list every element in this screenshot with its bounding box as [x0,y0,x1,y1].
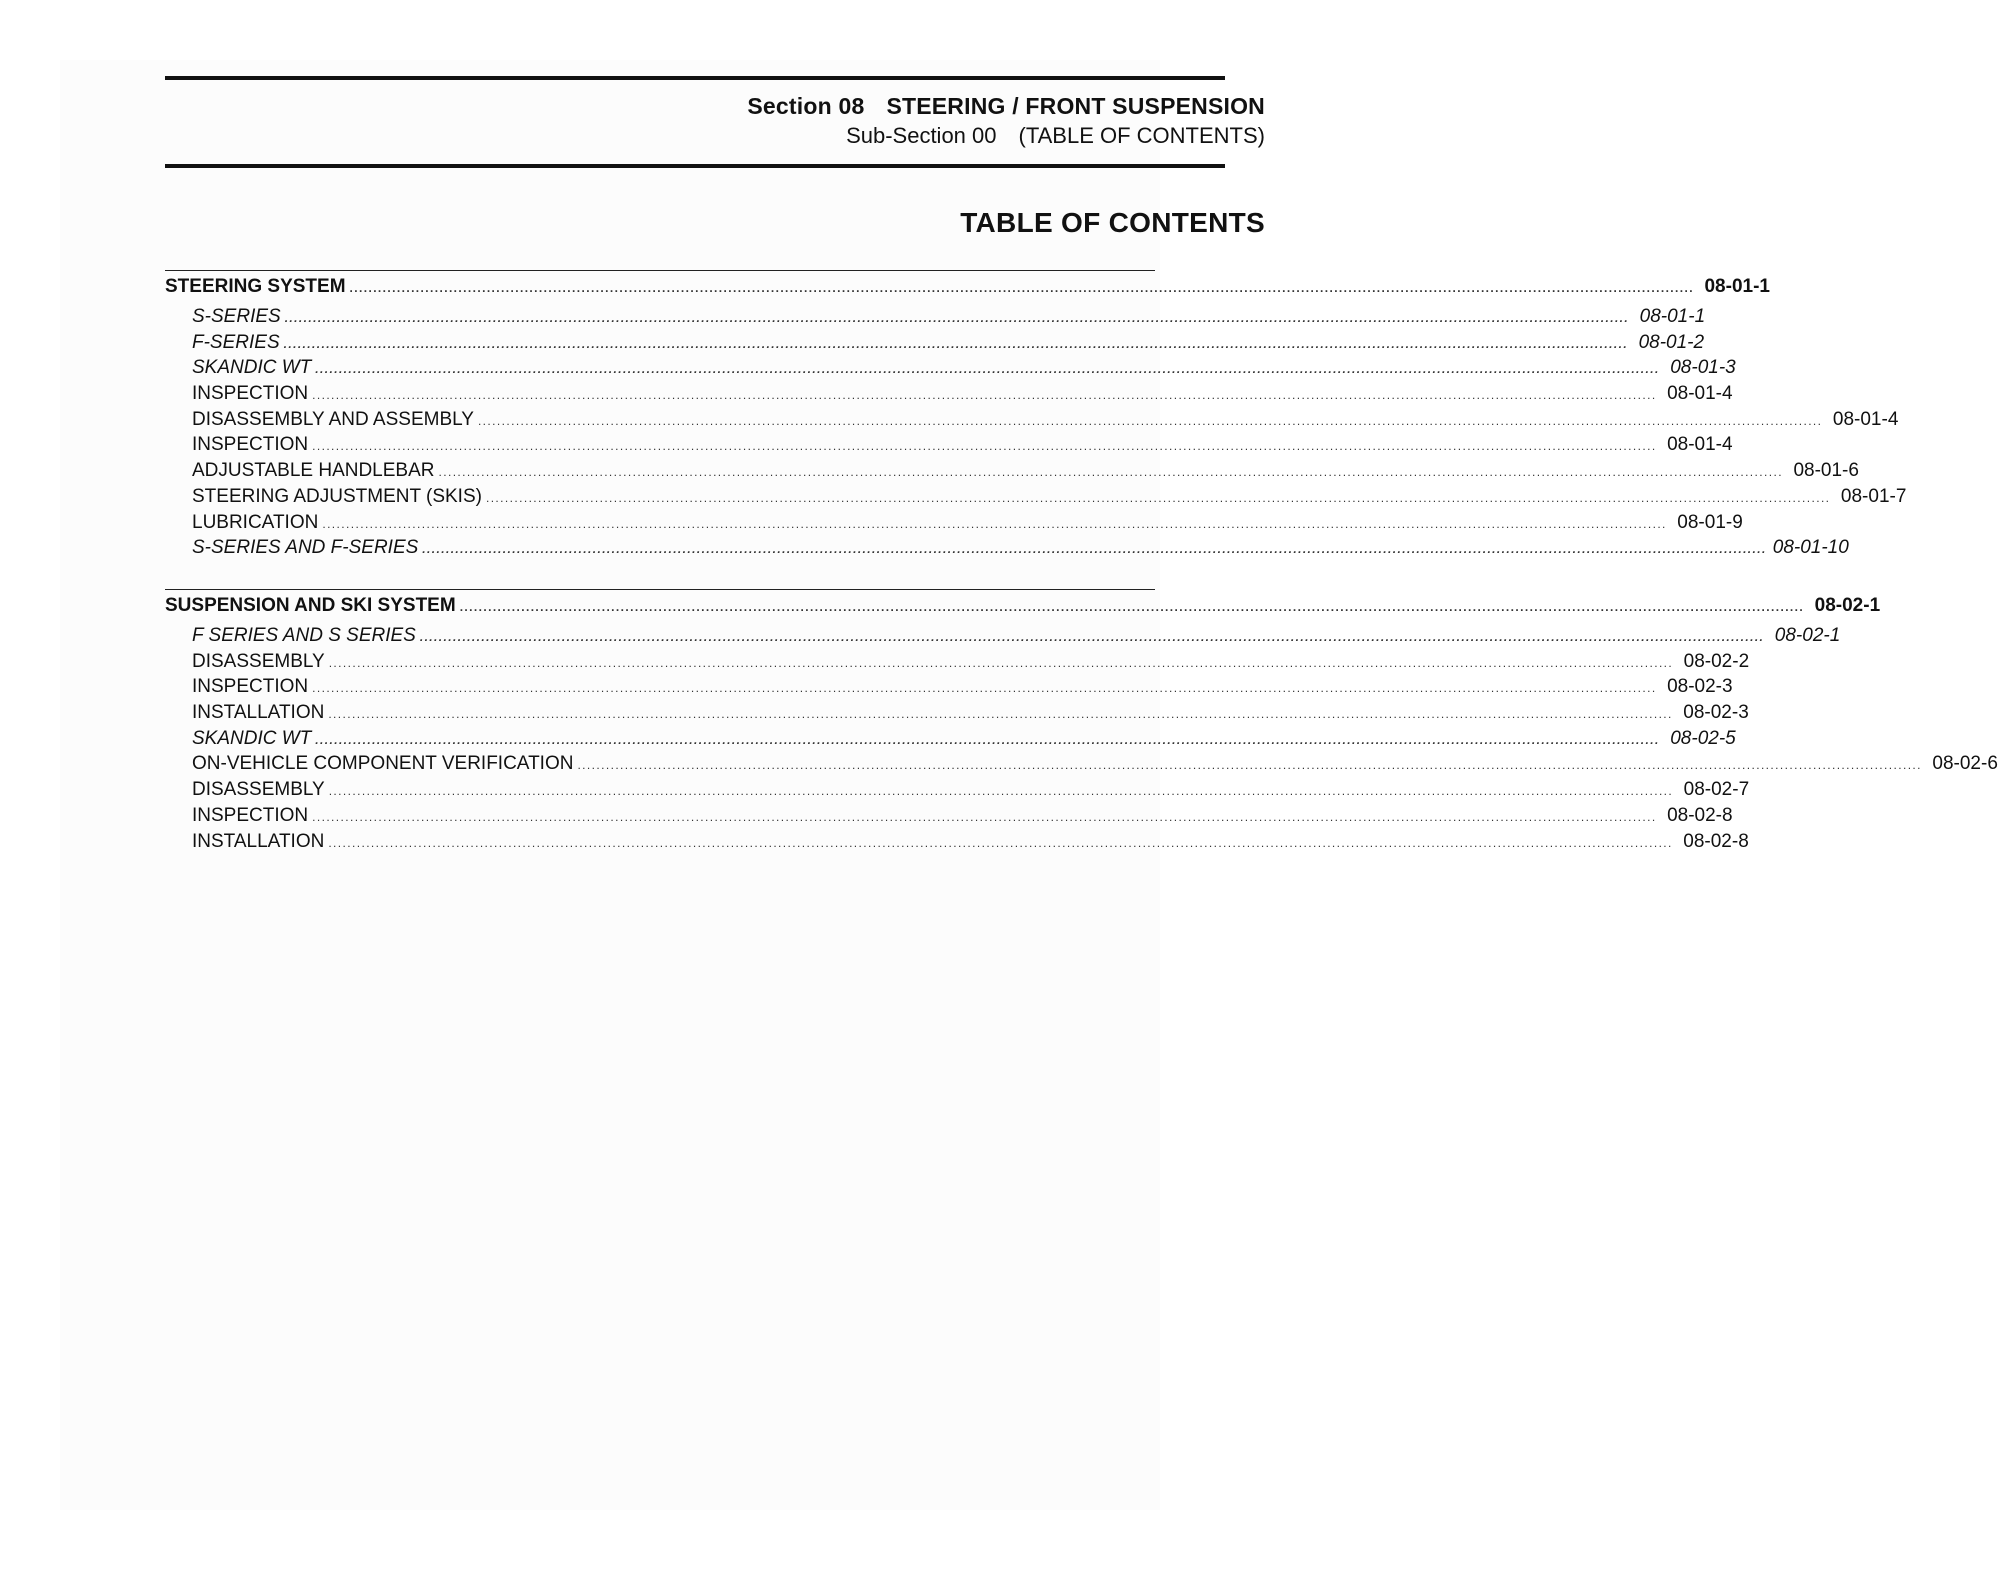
page-number: 08-02-3 [1683,702,1749,724]
toc-entry[interactable]: F-SERIES ..... 08-01-2 [165,332,1155,358]
dot-leader [329,784,1673,798]
page-number: 08-02-5 [1670,727,1736,749]
section-label: Section 08 [747,93,865,119]
page-number: 08-02-8 [1667,804,1733,826]
dot-leader [577,758,1921,772]
dot-leader [329,656,1673,670]
toc-entry[interactable]: INSTALLATION ..... 08-02-3 [165,702,1155,728]
dot-leader [285,311,1629,325]
page-number: 08-01-2 [1638,331,1705,353]
header-top-rule [165,76,1225,80]
dot-leader [315,362,1659,376]
toc-entry[interactable]: INSPECTION ..... 08-02-3 [165,676,1155,702]
dot-leader [350,281,1694,295]
toc-entry[interactable]: ON-VEHICLE COMPONENT VERIFICATION ..... 08-02-6 [165,753,1155,779]
dot-leader [322,517,1666,531]
group-divider [165,270,1155,271]
dot-leader [312,388,1656,402]
toc-entry[interactable]: INSPECTION ..... 08-01-4 [165,434,1155,460]
dot-leader [422,542,1766,556]
page-number: 08-01-1 [1639,306,1706,327]
dot-leader [312,810,1656,824]
page-number: 08-02-2 [1683,650,1750,672]
toc-entry[interactable]: ADJUSTABLE HANDLEBAR ..... 08-01-6 [165,460,1155,486]
page-number: 08-02-1 [1774,625,1841,646]
page-number: 08-01-4 [1832,408,1899,430]
toc-entry[interactable]: INSTALLATION ..... 08-02-8 [165,831,1155,857]
toc-entry[interactable]: S-SERIES AND F-SERIES ..... 08-01-10 [165,537,1155,563]
toc-entry[interactable]: INSPECTION ..... 08-01-4 [165,383,1155,409]
dot-leader [328,836,1672,850]
toc-heading[interactable]: STEERING SYSTEM ..... 08-01-1 [165,276,1155,306]
subsection-header [165,123,1265,149]
toc-entry[interactable]: DISASSEMBLY ..... 08-02-7 [165,779,1155,805]
toc-heading[interactable]: SUSPENSION AND SKI SYSTEM ..... 08-02-1 [165,595,1155,625]
page-number: 08-02-3 [1667,676,1733,698]
dot-leader [478,414,1822,428]
page-number: 08-01-6 [1793,460,1859,482]
toc-entry[interactable]: S-SERIES ..... 08-01-1 [165,306,1155,332]
toc-entry[interactable]: LUBRICATION ..... 08-01-9 [165,512,1155,538]
toc-entry[interactable]: DISASSEMBLY ..... 08-02-2 [165,651,1155,677]
subsection-title: (TABLE OF CONTENTS) [1018,123,1265,148]
dot-leader [315,733,1659,747]
toc-group-steering [165,270,1907,563]
section-title: STEERING / FRONT SUSPENSION [886,93,1265,119]
dot-leader [486,491,1830,505]
page-number: 08-02-7 [1683,779,1750,801]
dot-leader [312,681,1656,695]
toc-entry[interactable]: DISASSEMBLY AND ASSEMBLY ..... 08-01-4 [165,409,1155,435]
page-number: 08-01-3 [1670,357,1736,379]
dot-leader [460,600,1804,614]
page-number: 08-01-1 [1704,276,1770,297]
page-title: TABLE OF CONTENTS [960,207,1265,238]
toc-entry[interactable]: INSPECTION ..... 08-02-8 [165,805,1155,831]
page-number: 08-02-8 [1683,830,1749,852]
page-number: 08-02-1 [1814,595,1881,616]
page-number: 08-01-10 [1772,537,1849,559]
page-number: 08-01-7 [1840,485,1907,507]
toc-entry[interactable]: STEERING ADJUSTMENT (SKIS) ..... 08-01-7 [165,486,1155,512]
dot-leader [420,630,1764,644]
header-bottom-rule [165,164,1225,168]
section-header [165,93,1265,120]
page-number: 08-02-6 [1932,753,1998,775]
dot-leader [312,439,1656,453]
page-number: 08-01-4 [1667,434,1733,456]
page-number: 08-01-9 [1677,511,1743,533]
toc-entry[interactable]: SKANDIC WT ..... 08-01-3 [165,357,1155,383]
page-number: 08-01-4 [1667,383,1733,405]
subsection-label: Sub-Section 00 [846,123,997,148]
group-divider [165,589,1155,590]
dot-leader [328,707,1672,721]
dot-leader [284,337,1628,351]
toc-group-suspension [165,589,1998,856]
dot-leader [439,465,1783,479]
toc-entry[interactable]: F SERIES AND S SERIES ..... 08-02-1 [165,625,1155,651]
toc-entry[interactable]: SKANDIC WT ..... 08-02-5 [165,728,1155,754]
